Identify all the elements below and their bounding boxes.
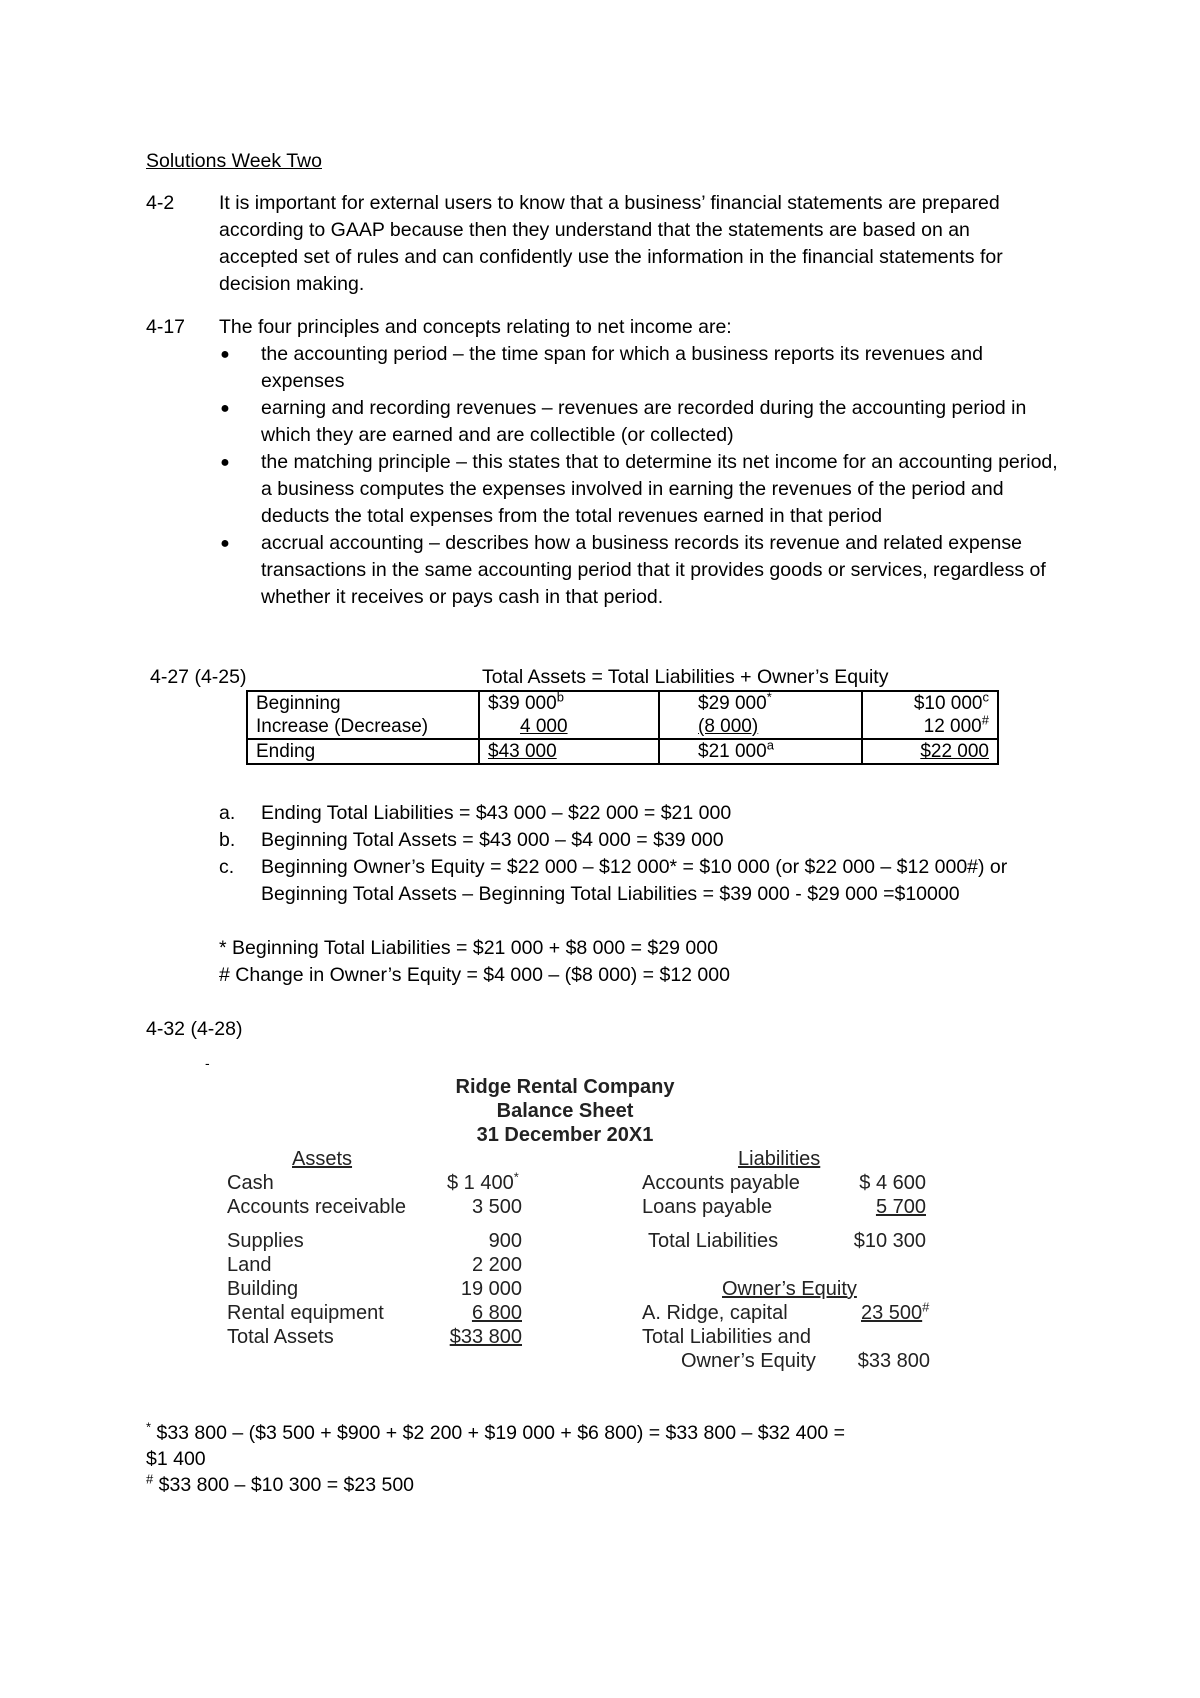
statement-name: Balance Sheet <box>496 1100 634 1122</box>
liability-label: Accounts payable <box>642 1172 800 1194</box>
statement-date: 31 December 20X1 <box>476 1124 654 1146</box>
asset-value: 900 <box>488 1230 522 1252</box>
equity-cell: $10 000$^c$ <box>862 691 998 715</box>
question-number-4-27: 4-27 (4-25) <box>150 666 247 688</box>
equation-notes <box>219 800 1089 908</box>
capital-label: A. Ridge, capital <box>642 1302 788 1324</box>
bullet-icon: ● <box>220 535 230 552</box>
list-item: ● accrual accounting – describes how a business records its revenue and related expense transactions in the same accounting period that it provides goods or services, regardless of whether it receives or pays cash in that period. <box>220 532 1046 608</box>
footnote-hash: # Change in Owner’s Equity = $4 000 – ($8 000) = $12 000 <box>219 964 730 986</box>
equity-cell: 12 000# <box>862 715 998 739</box>
total-le-label: Total Liabilities and <box>642 1326 811 1348</box>
asset-label: Cash <box>227 1172 274 1194</box>
assets-heading: Assets <box>292 1148 353 1170</box>
total-liabilities-label: Total Liabilities <box>648 1230 779 1252</box>
bs-footnote-hash: # $33 800 – $10 300 = $23 500 <box>146 1471 415 1496</box>
liabilities-cell: $21 000$^a$ <box>659 739 862 764</box>
accounting-equation: Total Assets = Total Liabilities + Owner’s Equity <box>482 666 889 688</box>
asset-value: $ 1 400* <box>447 1169 519 1194</box>
list-item: ● the accounting period – the time span for which a business reports its revenues and expenses <box>220 343 983 392</box>
list-item: c. Beginning Owner’s Equity = $22 000 – $12 000* = $10 000 (or $22 000 – $12 000#) or Beginning Total Assets – Beginning Total Liabilities = $39 000 - $29 000 =$10000 <box>219 856 1008 905</box>
row-label: Beginning <box>247 691 479 715</box>
table-row <box>247 715 998 739</box>
list-item: a. Ending Total Liabilities = $43 000 – $22 000 = $21 000 <box>219 802 732 824</box>
asset-label: Land <box>227 1254 272 1276</box>
liabilities-cell: $29 000* <box>659 691 862 715</box>
bullet-icon: ● <box>220 346 230 363</box>
question-number-4-2: 4-2 <box>146 192 175 214</box>
question-number-4-32: 4-32 (4-28) <box>146 1018 243 1040</box>
asset-label: Building <box>227 1278 299 1300</box>
principles-list <box>219 341 1069 611</box>
assets-cell: $43 000 <box>479 739 659 764</box>
bs-footnote-star: * $33 800 – ($3 500 + $900 + $2 200 + $19 000 + $6 800) = $33 800 – $32 400 = <box>146 1419 846 1444</box>
total-liabilities-value: $10 300 <box>853 1230 926 1252</box>
company-name: Ridge Rental Company <box>455 1076 675 1098</box>
list-item: b. Beginning Total Assets = $43 000 – $4 000 = $39 000 <box>219 829 724 851</box>
bs-footnote-star-cont: $1 400 <box>146 1448 206 1470</box>
table-row <box>247 691 998 715</box>
row-label: Increase (Decrease) <box>247 715 479 739</box>
equation-table <box>246 690 999 765</box>
bullet-icon: ● <box>220 454 230 471</box>
list-item: ● earning and recording revenues – revenues are recorded during the accounting period in which they are earned and are collectible (or collected) <box>220 397 1027 446</box>
asset-value: 6 800 <box>471 1302 522 1324</box>
asset-value: 19 000 <box>460 1278 522 1300</box>
asset-label: Total Assets <box>227 1326 334 1348</box>
capital-value: 23 500# <box>861 1299 930 1324</box>
liability-value: 5 700 <box>875 1196 926 1218</box>
liability-value: $ 4 600 <box>859 1172 926 1194</box>
bullet-icon: ● <box>220 400 230 417</box>
question-number-4-17: 4-17 <box>146 316 186 338</box>
asset-label: Supplies <box>227 1230 304 1252</box>
liability-label: Loans payable <box>642 1196 773 1218</box>
liabilities-heading: Liabilities <box>738 1148 821 1170</box>
page-title: Solutions Week Two <box>146 150 322 172</box>
footnote-star: * Beginning Total Liabilities = $21 000 + $8 000 = $29 000 <box>219 937 718 959</box>
assets-cell: 4 000 <box>479 715 659 739</box>
list-item: ● the matching principle – this states that to determine its net income for an accounting period, a business computes the expenses involved in earning the revenues of the period and deducts the total expenses from the total revenues earned in that period <box>220 451 1058 527</box>
equity-cell: $22 000 <box>862 739 998 764</box>
row-label: Ending <box>247 739 479 764</box>
equity-heading: Owner’s Equity <box>722 1278 857 1300</box>
total-le-value: $33 800 <box>857 1350 930 1372</box>
answer-4-17-intro: The four principles and concepts relating to net income are: <box>219 316 732 338</box>
liabilities-cell: (8 000) <box>659 715 862 739</box>
asset-value: $33 800 <box>449 1326 522 1348</box>
total-le-label-2: Owner’s Equity <box>681 1350 816 1372</box>
asset-label: Rental equipment <box>227 1302 384 1324</box>
table-row <box>247 739 998 764</box>
answer-4-2: It is important for external users to know that a business’ financial statements are prepared according to GAAP because then they understand that the statements are based on an accepted set of rules and can confidently use the information in the financial statements for decision making. <box>219 192 1003 295</box>
asset-label: Accounts receivable <box>227 1196 406 1218</box>
asset-value: 2 200 <box>471 1254 522 1276</box>
assets-cell: $39 000$^b$ <box>479 691 659 715</box>
stray-dash: - <box>205 1055 210 1071</box>
asset-value: 3 500 <box>471 1196 522 1218</box>
